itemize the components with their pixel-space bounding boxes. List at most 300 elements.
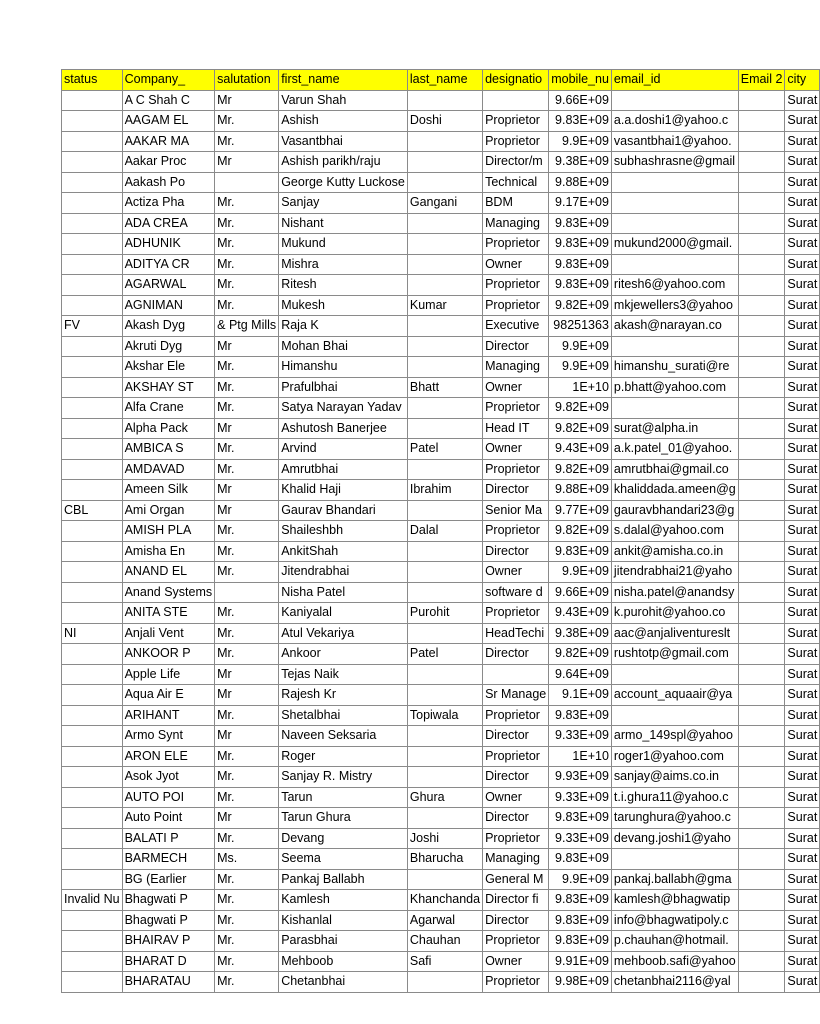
- cell-mobile-number[interactable]: 1E+10: [549, 746, 612, 767]
- cell-city[interactable]: Surat: [785, 254, 820, 275]
- cell-status[interactable]: [62, 931, 123, 952]
- cell-mobile-number[interactable]: 9.9E+09: [549, 336, 612, 357]
- cell-company[interactable]: Bhagwati P: [122, 910, 215, 931]
- cell-mobile-number[interactable]: 9.43E+09: [549, 439, 612, 460]
- cell-email-2[interactable]: [738, 582, 785, 603]
- cell-salutation[interactable]: Mr.: [215, 131, 279, 152]
- cell-city[interactable]: Surat: [785, 316, 820, 337]
- cell-email-2[interactable]: [738, 726, 785, 747]
- cell-last-name[interactable]: [407, 152, 482, 173]
- cell-company[interactable]: ANITA STE: [122, 603, 215, 624]
- cell-company[interactable]: Ami Organ: [122, 500, 215, 521]
- cell-salutation[interactable]: Mr.: [215, 541, 279, 562]
- cell-city[interactable]: Surat: [785, 459, 820, 480]
- cell-company[interactable]: ARIHANT: [122, 705, 215, 726]
- cell-salutation[interactable]: Mr.: [215, 828, 279, 849]
- cell-designation[interactable]: Director: [483, 480, 549, 501]
- cell-salutation[interactable]: Mr.: [215, 603, 279, 624]
- cell-email-2[interactable]: [738, 767, 785, 788]
- cell-city[interactable]: Surat: [785, 418, 820, 439]
- cell-mobile-number[interactable]: 9.82E+09: [549, 398, 612, 419]
- cell-email-id[interactable]: mkjewellers3@yahoo: [611, 295, 738, 316]
- cell-email-2[interactable]: [738, 910, 785, 931]
- cell-company[interactable]: Anand Systems: [122, 582, 215, 603]
- cell-salutation[interactable]: Mr.: [215, 193, 279, 214]
- cell-city[interactable]: Surat: [785, 767, 820, 788]
- cell-status[interactable]: [62, 193, 123, 214]
- cell-designation[interactable]: Proprietor: [483, 234, 549, 255]
- cell-designation[interactable]: Director: [483, 541, 549, 562]
- cell-mobile-number[interactable]: 9.83E+09: [549, 890, 612, 911]
- cell-last-name[interactable]: [407, 90, 482, 111]
- cell-last-name[interactable]: Bhatt: [407, 377, 482, 398]
- cell-email-2[interactable]: [738, 931, 785, 952]
- cell-city[interactable]: Surat: [785, 111, 820, 132]
- cell-email-id[interactable]: account_aquaair@ya: [611, 685, 738, 706]
- cell-city[interactable]: Surat: [785, 480, 820, 501]
- cell-company[interactable]: Amisha En: [122, 541, 215, 562]
- cell-mobile-number[interactable]: 9.33E+09: [549, 828, 612, 849]
- cell-status[interactable]: [62, 275, 123, 296]
- cell-designation[interactable]: Owner: [483, 787, 549, 808]
- cell-email-id[interactable]: sanjay@aims.co.in: [611, 767, 738, 788]
- cell-first-name[interactable]: Satya Narayan Yadav: [279, 398, 408, 419]
- cell-first-name[interactable]: Shetalbhai: [279, 705, 408, 726]
- cell-first-name[interactable]: Kaniyalal: [279, 603, 408, 624]
- cell-status[interactable]: [62, 562, 123, 583]
- cell-last-name[interactable]: Ibrahim: [407, 480, 482, 501]
- cell-first-name[interactable]: Jitendrabhai: [279, 562, 408, 583]
- cell-email-id[interactable]: [611, 193, 738, 214]
- cell-email-id[interactable]: ritesh6@yahoo.com: [611, 275, 738, 296]
- cell-mobile-number[interactable]: 9.33E+09: [549, 787, 612, 808]
- cell-email-id[interactable]: himanshu_surati@re: [611, 357, 738, 378]
- cell-company[interactable]: Bhagwati P: [122, 890, 215, 911]
- cell-company[interactable]: ANKOOR P: [122, 644, 215, 665]
- cell-designation[interactable]: Proprietor: [483, 459, 549, 480]
- cell-status[interactable]: [62, 357, 123, 378]
- cell-salutation[interactable]: Ms.: [215, 849, 279, 870]
- cell-email-2[interactable]: [738, 541, 785, 562]
- cell-email-2[interactable]: [738, 459, 785, 480]
- cell-company[interactable]: Asok Jyot: [122, 767, 215, 788]
- cell-first-name[interactable]: Atul Vekariya: [279, 623, 408, 644]
- cell-designation[interactable]: Owner: [483, 439, 549, 460]
- cell-mobile-number[interactable]: 9.9E+09: [549, 562, 612, 583]
- cell-first-name[interactable]: Tarun Ghura: [279, 808, 408, 829]
- cell-salutation[interactable]: Mr.: [215, 213, 279, 234]
- cell-city[interactable]: Surat: [785, 705, 820, 726]
- cell-company[interactable]: Akash Dyg: [122, 316, 215, 337]
- cell-city[interactable]: Surat: [785, 295, 820, 316]
- cell-designation[interactable]: Director: [483, 910, 549, 931]
- cell-company[interactable]: Aakar Proc: [122, 152, 215, 173]
- cell-status[interactable]: [62, 705, 123, 726]
- cell-last-name[interactable]: Agarwal: [407, 910, 482, 931]
- cell-last-name[interactable]: Chauhan: [407, 931, 482, 952]
- cell-salutation[interactable]: Mr.: [215, 111, 279, 132]
- cell-email-2[interactable]: [738, 480, 785, 501]
- cell-designation[interactable]: Proprietor: [483, 972, 549, 993]
- cell-first-name[interactable]: Parasbhai: [279, 931, 408, 952]
- cell-email-2[interactable]: [738, 787, 785, 808]
- cell-email-id[interactable]: [611, 90, 738, 111]
- cell-designation[interactable]: [483, 664, 549, 685]
- cell-salutation[interactable]: Mr: [215, 480, 279, 501]
- cell-status[interactable]: [62, 664, 123, 685]
- cell-first-name[interactable]: Himanshu: [279, 357, 408, 378]
- cell-first-name[interactable]: Mishra: [279, 254, 408, 275]
- cell-mobile-number[interactable]: 9.83E+09: [549, 275, 612, 296]
- cell-city[interactable]: Surat: [785, 849, 820, 870]
- cell-status[interactable]: [62, 254, 123, 275]
- cell-city[interactable]: Surat: [785, 336, 820, 357]
- cell-salutation[interactable]: Mr.: [215, 644, 279, 665]
- cell-company[interactable]: Apple Life: [122, 664, 215, 685]
- cell-email-id[interactable]: armo_149spl@yahoo: [611, 726, 738, 747]
- cell-last-name[interactable]: Purohit: [407, 603, 482, 624]
- cell-email-id[interactable]: mukund2000@gmail.: [611, 234, 738, 255]
- cell-company[interactable]: BG (Earlier: [122, 869, 215, 890]
- cell-mobile-number[interactable]: 9.66E+09: [549, 582, 612, 603]
- cell-company[interactable]: AUTO POI: [122, 787, 215, 808]
- cell-first-name[interactable]: AnkitShah: [279, 541, 408, 562]
- cell-status[interactable]: [62, 910, 123, 931]
- cell-last-name[interactable]: Gangani: [407, 193, 482, 214]
- cell-city[interactable]: Surat: [785, 828, 820, 849]
- cell-mobile-number[interactable]: 9.88E+09: [549, 480, 612, 501]
- cell-designation[interactable]: Proprietor: [483, 111, 549, 132]
- cell-city[interactable]: Surat: [785, 623, 820, 644]
- cell-city[interactable]: Surat: [785, 90, 820, 111]
- cell-status[interactable]: [62, 418, 123, 439]
- cell-city[interactable]: Surat: [785, 131, 820, 152]
- cell-salutation[interactable]: Mr.: [215, 562, 279, 583]
- header-cell-last-name[interactable]: last_name: [407, 70, 482, 91]
- cell-email-id[interactable]: [611, 705, 738, 726]
- cell-first-name[interactable]: George Kutty Luckose: [279, 172, 408, 193]
- cell-last-name[interactable]: Topiwala: [407, 705, 482, 726]
- cell-email-id[interactable]: info@bhagwatipoly.c: [611, 910, 738, 931]
- cell-city[interactable]: Surat: [785, 562, 820, 583]
- cell-designation[interactable]: Proprietor: [483, 275, 549, 296]
- cell-first-name[interactable]: Chetanbhai: [279, 972, 408, 993]
- cell-email-2[interactable]: [738, 316, 785, 337]
- cell-first-name[interactable]: Sanjay: [279, 193, 408, 214]
- cell-mobile-number[interactable]: 9.1E+09: [549, 685, 612, 706]
- cell-company[interactable]: Akshar Ele: [122, 357, 215, 378]
- cell-status[interactable]: [62, 828, 123, 849]
- cell-email-2[interactable]: [738, 890, 785, 911]
- cell-last-name[interactable]: [407, 213, 482, 234]
- cell-city[interactable]: Surat: [785, 644, 820, 665]
- cell-last-name[interactable]: Patel: [407, 439, 482, 460]
- cell-mobile-number[interactable]: 9.38E+09: [549, 152, 612, 173]
- cell-email-2[interactable]: [738, 849, 785, 870]
- cell-email-2[interactable]: [738, 644, 785, 665]
- cell-mobile-number[interactable]: 9.83E+09: [549, 931, 612, 952]
- cell-email-id[interactable]: [611, 172, 738, 193]
- cell-email-id[interactable]: k.purohit@yahoo.co: [611, 603, 738, 624]
- cell-email-id[interactable]: vasantbhai1@yahoo.: [611, 131, 738, 152]
- cell-city[interactable]: Surat: [785, 172, 820, 193]
- cell-salutation[interactable]: Mr.: [215, 295, 279, 316]
- cell-city[interactable]: Surat: [785, 357, 820, 378]
- cell-city[interactable]: Surat: [785, 500, 820, 521]
- cell-last-name[interactable]: Khanchanda: [407, 890, 482, 911]
- cell-status[interactable]: [62, 603, 123, 624]
- cell-city[interactable]: Surat: [785, 664, 820, 685]
- cell-email-2[interactable]: [738, 152, 785, 173]
- cell-email-id[interactable]: aac@anjaliventureslt: [611, 623, 738, 644]
- cell-company[interactable]: AKSHAY ST: [122, 377, 215, 398]
- cell-designation[interactable]: Executive: [483, 316, 549, 337]
- cell-first-name[interactable]: Varun Shah: [279, 90, 408, 111]
- cell-city[interactable]: Surat: [785, 746, 820, 767]
- cell-status[interactable]: [62, 767, 123, 788]
- cell-designation[interactable]: Proprietor: [483, 603, 549, 624]
- cell-designation[interactable]: General M: [483, 869, 549, 890]
- cell-city[interactable]: Surat: [785, 193, 820, 214]
- cell-email-id[interactable]: amrutbhai@gmail.co: [611, 459, 738, 480]
- cell-first-name[interactable]: Roger: [279, 746, 408, 767]
- cell-salutation[interactable]: & Ptg Mills: [215, 316, 279, 337]
- cell-status[interactable]: [62, 521, 123, 542]
- cell-designation[interactable]: Director: [483, 644, 549, 665]
- cell-designation[interactable]: Director: [483, 808, 549, 829]
- cell-status[interactable]: [62, 377, 123, 398]
- cell-company[interactable]: ADA CREA: [122, 213, 215, 234]
- cell-last-name[interactable]: [407, 275, 482, 296]
- cell-salutation[interactable]: Mr: [215, 90, 279, 111]
- cell-salutation[interactable]: Mr: [215, 808, 279, 829]
- cell-email-id[interactable]: tarunghura@yahoo.c: [611, 808, 738, 829]
- cell-city[interactable]: Surat: [785, 890, 820, 911]
- cell-first-name[interactable]: Tarun: [279, 787, 408, 808]
- cell-salutation[interactable]: Mr.: [215, 254, 279, 275]
- cell-designation[interactable]: Technical: [483, 172, 549, 193]
- cell-email-id[interactable]: mehboob.safi@yahoo: [611, 951, 738, 972]
- cell-last-name[interactable]: [407, 562, 482, 583]
- cell-company[interactable]: AGARWAL: [122, 275, 215, 296]
- cell-company[interactable]: ADITYA CR: [122, 254, 215, 275]
- cell-designation[interactable]: Proprietor: [483, 398, 549, 419]
- cell-city[interactable]: Surat: [785, 398, 820, 419]
- cell-last-name[interactable]: Safi: [407, 951, 482, 972]
- cell-salutation[interactable]: Mr.: [215, 705, 279, 726]
- cell-status[interactable]: [62, 439, 123, 460]
- cell-company[interactable]: AAGAM EL: [122, 111, 215, 132]
- cell-mobile-number[interactable]: 9.82E+09: [549, 418, 612, 439]
- cell-mobile-number[interactable]: 9.43E+09: [549, 603, 612, 624]
- cell-first-name[interactable]: Ritesh: [279, 275, 408, 296]
- header-cell-salutation[interactable]: salutation: [215, 70, 279, 91]
- cell-first-name[interactable]: Mukund: [279, 234, 408, 255]
- cell-email-2[interactable]: [738, 828, 785, 849]
- cell-email-id[interactable]: nisha.patel@anandsy: [611, 582, 738, 603]
- cell-email-id[interactable]: kamlesh@bhagwatip: [611, 890, 738, 911]
- cell-email-2[interactable]: [738, 521, 785, 542]
- cell-last-name[interactable]: Dalal: [407, 521, 482, 542]
- cell-mobile-number[interactable]: 9.88E+09: [549, 172, 612, 193]
- header-cell-status[interactable]: status: [62, 70, 123, 91]
- cell-email-2[interactable]: [738, 705, 785, 726]
- cell-last-name[interactable]: [407, 685, 482, 706]
- cell-designation[interactable]: [483, 90, 549, 111]
- cell-first-name[interactable]: Devang: [279, 828, 408, 849]
- cell-city[interactable]: Surat: [785, 808, 820, 829]
- cell-company[interactable]: Aqua Air E: [122, 685, 215, 706]
- cell-company[interactable]: BARMECH: [122, 849, 215, 870]
- cell-designation[interactable]: Director/m: [483, 152, 549, 173]
- cell-mobile-number[interactable]: 9.93E+09: [549, 767, 612, 788]
- cell-status[interactable]: [62, 336, 123, 357]
- cell-status[interactable]: [62, 90, 123, 111]
- cell-first-name[interactable]: Ashish parikh/raju: [279, 152, 408, 173]
- cell-email-2[interactable]: [738, 418, 785, 439]
- cell-salutation[interactable]: Mr.: [215, 931, 279, 952]
- cell-last-name[interactable]: Patel: [407, 644, 482, 665]
- cell-salutation[interactable]: Mr.: [215, 623, 279, 644]
- cell-first-name[interactable]: Arvind: [279, 439, 408, 460]
- cell-mobile-number[interactable]: 9.83E+09: [549, 808, 612, 829]
- cell-salutation[interactable]: Mr.: [215, 275, 279, 296]
- cell-salutation[interactable]: Mr.: [215, 951, 279, 972]
- cell-company[interactable]: AAKAR MA: [122, 131, 215, 152]
- cell-last-name[interactable]: [407, 767, 482, 788]
- cell-salutation[interactable]: Mr: [215, 336, 279, 357]
- cell-salutation[interactable]: [215, 172, 279, 193]
- cell-email-2[interactable]: [738, 972, 785, 993]
- cell-designation[interactable]: Owner: [483, 254, 549, 275]
- cell-salutation[interactable]: Mr: [215, 664, 279, 685]
- cell-last-name[interactable]: [407, 869, 482, 890]
- cell-email-id[interactable]: a.a.doshi1@yahoo.c: [611, 111, 738, 132]
- cell-email-id[interactable]: p.chauhan@hotmail.: [611, 931, 738, 952]
- cell-salutation[interactable]: Mr.: [215, 398, 279, 419]
- cell-first-name[interactable]: Nisha Patel: [279, 582, 408, 603]
- cell-city[interactable]: Surat: [785, 726, 820, 747]
- cell-last-name[interactable]: [407, 664, 482, 685]
- cell-status[interactable]: [62, 685, 123, 706]
- cell-designation[interactable]: Director fi: [483, 890, 549, 911]
- cell-status[interactable]: [62, 172, 123, 193]
- cell-company[interactable]: Auto Point: [122, 808, 215, 829]
- cell-email-id[interactable]: p.bhatt@yahoo.com: [611, 377, 738, 398]
- cell-email-id[interactable]: [611, 213, 738, 234]
- cell-email-2[interactable]: [738, 746, 785, 767]
- cell-email-id[interactable]: t.i.ghura11@yahoo.c: [611, 787, 738, 808]
- cell-salutation[interactable]: Mr.: [215, 890, 279, 911]
- cell-mobile-number[interactable]: 98251363: [549, 316, 612, 337]
- cell-status[interactable]: FV: [62, 316, 123, 337]
- cell-first-name[interactable]: Mohan Bhai: [279, 336, 408, 357]
- cell-email-2[interactable]: [738, 664, 785, 685]
- cell-mobile-number[interactable]: 9.83E+09: [549, 849, 612, 870]
- cell-email-id[interactable]: [611, 664, 738, 685]
- cell-last-name[interactable]: [407, 808, 482, 829]
- cell-email-id[interactable]: devang.joshi1@yaho: [611, 828, 738, 849]
- cell-company[interactable]: Actiza Pha: [122, 193, 215, 214]
- cell-designation[interactable]: Owner: [483, 951, 549, 972]
- cell-company[interactable]: BHAIRAV P: [122, 931, 215, 952]
- cell-first-name[interactable]: Raja K: [279, 316, 408, 337]
- cell-salutation[interactable]: Mr: [215, 685, 279, 706]
- cell-mobile-number[interactable]: 9.82E+09: [549, 644, 612, 665]
- cell-mobile-number[interactable]: 9.66E+09: [549, 90, 612, 111]
- cell-first-name[interactable]: Kamlesh: [279, 890, 408, 911]
- cell-email-2[interactable]: [738, 951, 785, 972]
- cell-email-2[interactable]: [738, 90, 785, 111]
- cell-last-name[interactable]: [407, 623, 482, 644]
- cell-salutation[interactable]: Mr.: [215, 377, 279, 398]
- cell-mobile-number[interactable]: 9.83E+09: [549, 213, 612, 234]
- cell-status[interactable]: [62, 746, 123, 767]
- cell-email-2[interactable]: [738, 603, 785, 624]
- cell-mobile-number[interactable]: 9.77E+09: [549, 500, 612, 521]
- cell-company[interactable]: BHARAT D: [122, 951, 215, 972]
- cell-email-2[interactable]: [738, 500, 785, 521]
- cell-status[interactable]: [62, 295, 123, 316]
- cell-company[interactable]: ANAND EL: [122, 562, 215, 583]
- cell-mobile-number[interactable]: 9.83E+09: [549, 254, 612, 275]
- cell-first-name[interactable]: Gaurav Bhandari: [279, 500, 408, 521]
- cell-last-name[interactable]: [407, 746, 482, 767]
- cell-salutation[interactable]: Mr.: [215, 357, 279, 378]
- cell-email-2[interactable]: [738, 213, 785, 234]
- cell-city[interactable]: Surat: [785, 275, 820, 296]
- cell-mobile-number[interactable]: 9.9E+09: [549, 357, 612, 378]
- cell-salutation[interactable]: Mr: [215, 500, 279, 521]
- cell-first-name[interactable]: Amrutbhai: [279, 459, 408, 480]
- cell-last-name[interactable]: [407, 172, 482, 193]
- cell-salutation[interactable]: Mr: [215, 152, 279, 173]
- cell-company[interactable]: Anjali Vent: [122, 623, 215, 644]
- cell-city[interactable]: Surat: [785, 787, 820, 808]
- cell-designation[interactable]: Proprietor: [483, 131, 549, 152]
- cell-email-id[interactable]: pankaj.ballabh@gma: [611, 869, 738, 890]
- cell-status[interactable]: [62, 234, 123, 255]
- cell-company[interactable]: AGNIMAN: [122, 295, 215, 316]
- cell-company[interactable]: Alfa Crane: [122, 398, 215, 419]
- cell-salutation[interactable]: Mr.: [215, 746, 279, 767]
- cell-company[interactable]: Armo Synt: [122, 726, 215, 747]
- cell-mobile-number[interactable]: 9.98E+09: [549, 972, 612, 993]
- cell-status[interactable]: [62, 131, 123, 152]
- cell-mobile-number[interactable]: 9.82E+09: [549, 521, 612, 542]
- cell-email-id[interactable]: [611, 336, 738, 357]
- cell-designation[interactable]: software d: [483, 582, 549, 603]
- cell-last-name[interactable]: [407, 459, 482, 480]
- cell-city[interactable]: Surat: [785, 521, 820, 542]
- cell-city[interactable]: Surat: [785, 931, 820, 952]
- cell-mobile-number[interactable]: 9.91E+09: [549, 951, 612, 972]
- cell-mobile-number[interactable]: 9.38E+09: [549, 623, 612, 644]
- cell-status[interactable]: [62, 213, 123, 234]
- cell-mobile-number[interactable]: 9.82E+09: [549, 295, 612, 316]
- cell-company[interactable]: A C Shah C: [122, 90, 215, 111]
- cell-status[interactable]: [62, 951, 123, 972]
- cell-city[interactable]: Surat: [785, 213, 820, 234]
- cell-mobile-number[interactable]: 9.83E+09: [549, 111, 612, 132]
- cell-first-name[interactable]: Naveen Seksaria: [279, 726, 408, 747]
- cell-city[interactable]: Surat: [785, 582, 820, 603]
- cell-email-id[interactable]: rushtotp@gmail.com: [611, 644, 738, 665]
- cell-last-name[interactable]: [407, 726, 482, 747]
- cell-designation[interactable]: Proprietor: [483, 705, 549, 726]
- cell-company[interactable]: AMISH PLA: [122, 521, 215, 542]
- cell-mobile-number[interactable]: 9.82E+09: [549, 459, 612, 480]
